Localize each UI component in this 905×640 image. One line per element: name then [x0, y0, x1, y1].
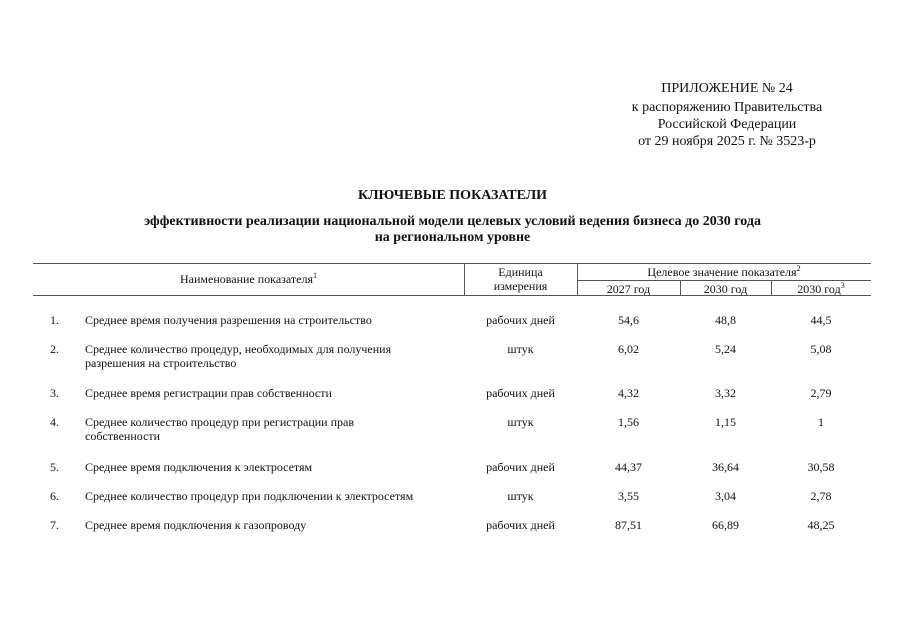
value-2030: 66,89 [712, 518, 739, 532]
target-subheader-rule [577, 280, 871, 281]
row-number: 4. [50, 415, 59, 429]
row-number: 5. [50, 460, 59, 474]
footnote-mark: 1 [313, 271, 317, 280]
value-2027: 4,32 [618, 386, 639, 400]
footnote-mark: 2 [796, 264, 801, 273]
value-2030: 36,64 [712, 460, 739, 474]
value-2030: 48,8 [715, 313, 736, 327]
header-indicator-name: Наименование показателя$^1$ [180, 271, 317, 286]
indicator-name: Среднее количество процедур, необходимых для получения разрешения на строительство [85, 342, 392, 370]
value-2027: 44,37 [615, 460, 642, 474]
appendix-date-line: от 29 ноября 2025 г. № 3523-р [638, 134, 816, 149]
value-2027: 6,02 [618, 342, 639, 356]
appendix-ref-line: к распоряжению Правительства [631, 100, 823, 115]
value-2030: 5,24 [715, 342, 736, 356]
indicator-name: Среднее время регистрации прав собственности [85, 386, 332, 400]
row-number: 2. [50, 342, 59, 356]
value-2030: 3,04 [715, 489, 736, 503]
footnote-mark: 3 [840, 281, 845, 290]
value-2027: 1,56 [618, 415, 639, 429]
appendix-block [597, 80, 857, 150]
row-number: 7. [50, 518, 59, 532]
value-2030: 1,15 [715, 415, 736, 429]
appendix-number: ПРИЛОЖЕНИЕ № 24 [661, 81, 793, 96]
subtitle-line: на региональном уровне [374, 230, 531, 245]
value-2027: 3,55 [618, 489, 639, 503]
table-top-rule [33, 263, 871, 264]
value-2030: 3,32 [715, 386, 736, 400]
value-2030-alt: 5,08 [810, 342, 832, 356]
header-year-2030-alt: 2030 год$^3$ [797, 281, 845, 296]
indicator-name: Среднее количество процедур при подключении к электросетям [85, 489, 414, 503]
unit-cell: штук [507, 415, 534, 429]
row-number: 6. [50, 489, 59, 503]
unit-cell: штук [507, 342, 534, 356]
indicator-name: Среднее количество процедур при регистрации прав собственности [85, 415, 354, 443]
header-year-2030: 2030 год [703, 282, 748, 296]
value-2030-alt: 1 [818, 415, 824, 429]
unit-cell: рабочих дней [486, 386, 555, 400]
row-number: 1. [50, 313, 59, 327]
value-2027: 87,51 [615, 518, 642, 532]
value-2030-alt: 30,58 [807, 460, 835, 474]
indicator-name: Среднее время подключения к газопроводу [85, 518, 307, 532]
indicator-name: Среднее время получения разрешения на строительство [85, 313, 372, 327]
document-subtitle [60, 214, 845, 246]
value-2027: 54,6 [618, 313, 639, 327]
subtitle-line: эффективности реализации национальной модели целевых условий ведения бизнеса до 2030 года [144, 214, 761, 229]
unit-cell: рабочих дней [486, 518, 555, 532]
unit-cell: рабочих дней [486, 460, 555, 474]
appendix-ref-line: Российской Федерации [657, 117, 797, 132]
value-2030-alt: 44,5 [810, 313, 832, 327]
row-number: 3. [50, 386, 59, 400]
value-2030-alt: 2,78 [810, 489, 832, 503]
value-2030-alt: 2,79 [810, 386, 832, 400]
value-2030-alt: 48,25 [807, 518, 835, 532]
header-target-value: Целевое значение показателя$^2$ [647, 264, 801, 279]
unit-cell: штук [507, 489, 534, 503]
header-year-2027: 2027 год [606, 282, 651, 296]
indicator-name: Среднее время подключения к электросетям [85, 460, 313, 474]
header-unit: Единица измерения [493, 265, 548, 293]
document-title: КЛЮЧЕВЫЕ ПОКАЗАТЕЛИ [357, 188, 548, 203]
unit-cell: рабочих дней [486, 313, 555, 327]
